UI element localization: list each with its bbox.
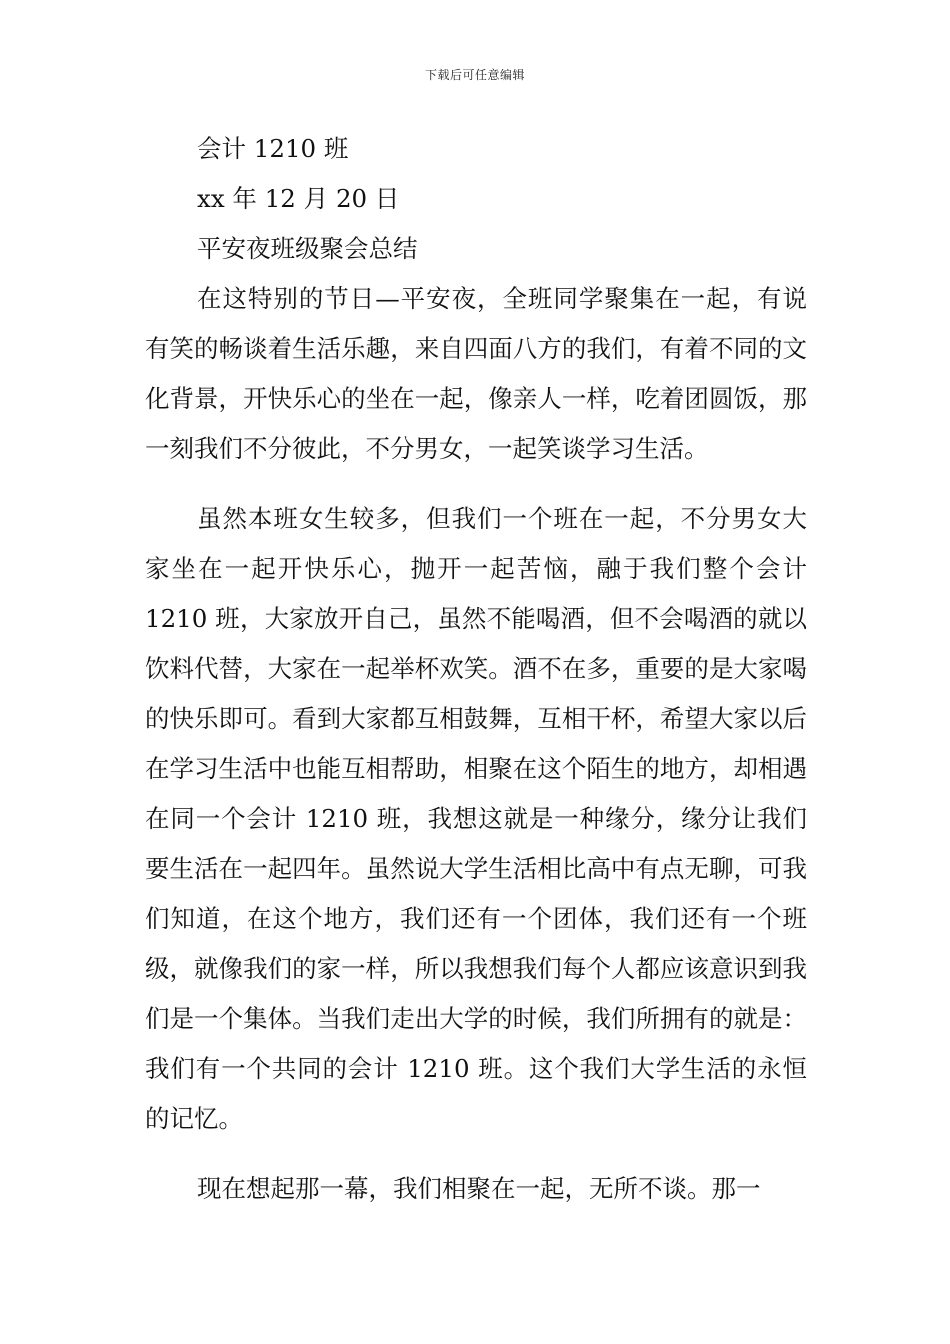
paragraph-2: 虽然本班女生较多，但我们一个班在一起，不分男女大家坐在一起开快乐心，抛开一起苦恼，融于我们整个会计 1210 班，大家放开自己，虽然不能喝酒，但不会喝酒的就以饮料代替，大家在一起举杯欢笑。酒不在多，重要的是大家喝的快乐即可。看到大家都互相鼓舞，互相干杯，希望大家以后在学习生活中也能互相帮助，相聚在这个陌生的地方，却相遇在同一个会计 1210 班，我想这就是一种缘分，缘分让我们要生活在一起四年。虽然说大学生活相比高中有点无聊，可我们知道，在这个地方，我们还有一个团体，我们还有一个班级，就像我们的家一样，所以我想我们每个人都应该意识到我们是一个集体。当我们走出大学的时候，我们所拥有的就是：我们有一个共同的会计 1210 班。这个我们大学生活的永恒的记忆。 (145, 504, 807, 1133)
paragraph-3: 现在想起那一幕，我们相聚在一起，无所不谈。那一 (197, 1174, 761, 1203)
document-body (145, 124, 807, 1214)
paragraph-1: 在这特别的节日—平安夜，全班同学聚集在一起，有说有笑的畅谈着生活乐趣，来自四面八方的我们，有着不同的文化背景，开快乐心的坐在一起，像亲人一样，吃着团圆饭，那一刻我们不分彼此，不分男女，一起笑谈学习生活。 (145, 284, 807, 463)
paragraph-spacer (145, 1144, 807, 1164)
document-title: 平安夜班级聚会总结 (197, 234, 418, 263)
page-header-note: 下载后可任意编辑 (424, 68, 525, 82)
paragraph-spacer (145, 474, 807, 494)
class-name-line: 会计 1210 班 (197, 134, 349, 163)
date-line: xx 年 12 月 20 日 (197, 184, 400, 213)
